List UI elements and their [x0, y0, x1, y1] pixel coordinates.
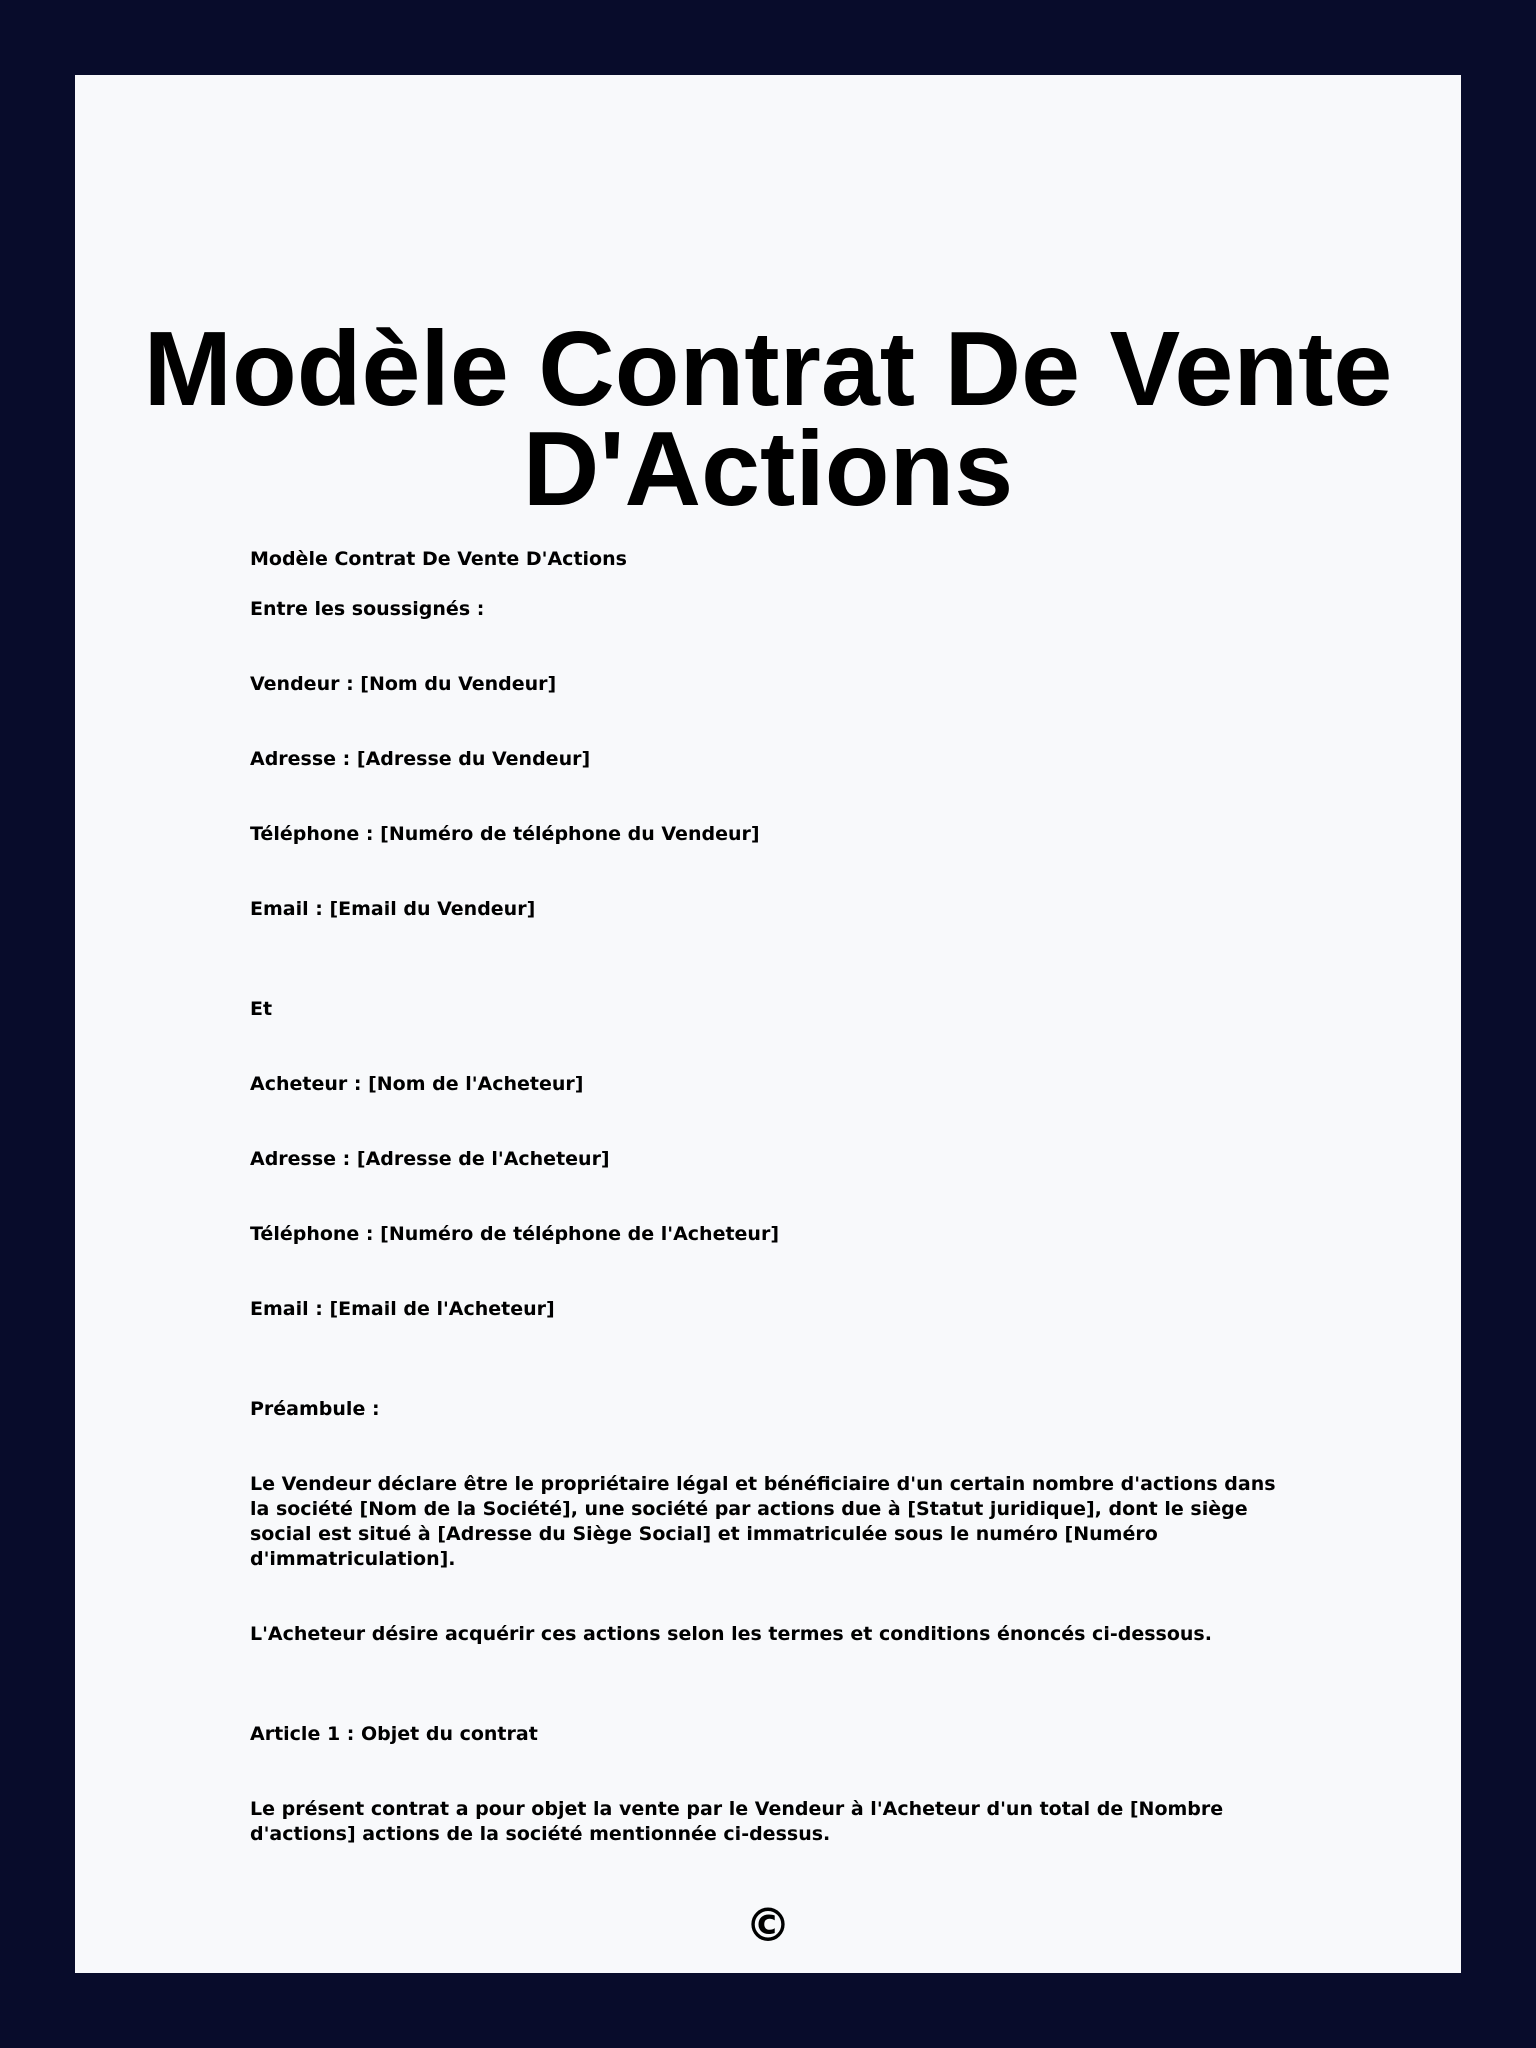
buyer-intent: L'Acheteur désire acquérir ces actions selon les termes et conditions énoncés ci-dessous.	[250, 1623, 1212, 1645]
seller-name: Vendeur : [Nom du Vendeur]	[250, 673, 557, 695]
document-page	[75, 75, 1461, 1973]
article-1-heading: Article 1 : Objet du contrat	[250, 1723, 538, 1745]
seller-email: Email : [Email du Vendeur]	[250, 898, 536, 920]
document-title: Modèle Contrat De Vente D'Actions	[143, 310, 1393, 528]
article-1-text: Le présent contrat a pour objet la vente par le Vendeur à l'Acheteur d'un total de [Nombre d'actions] actions de la société mentionnée ci-dessus.	[250, 1798, 1224, 1845]
parties-intro: Entre les soussignés :	[250, 598, 485, 620]
seller-address: Adresse : [Adresse du Vendeur]	[250, 748, 591, 770]
buyer-address: Adresse : [Adresse de l'Acheteur]	[250, 1148, 610, 1170]
copyright-icon: ©	[745, 1898, 791, 1952]
buyer-phone: Téléphone : [Numéro de téléphone de l'Acheteur]	[250, 1223, 780, 1245]
document-body	[250, 547, 1290, 1847]
and-separator: Et	[250, 998, 273, 1020]
seller-phone: Téléphone : [Numéro de téléphone du Vendeur]	[250, 823, 760, 845]
preamble-heading: Préambule :	[250, 1398, 380, 1420]
buyer-email: Email : [Email de l'Acheteur]	[250, 1298, 555, 1320]
buyer-name: Acheteur : [Nom de l'Acheteur]	[250, 1073, 584, 1095]
body-heading: Modèle Contrat De Vente D'Actions	[250, 548, 627, 570]
preamble-text: Le Vendeur déclare être le propriétaire légal et bénéficiaire d'un certain nombre d'actions dans la société [Nom de la Société], une société par actions due à [Statut juridique], dont le siège social est situé à [Adresse du Siège Social] et immatriculée sous le numéro [Numéro d'immatriculation].	[250, 1473, 1276, 1570]
